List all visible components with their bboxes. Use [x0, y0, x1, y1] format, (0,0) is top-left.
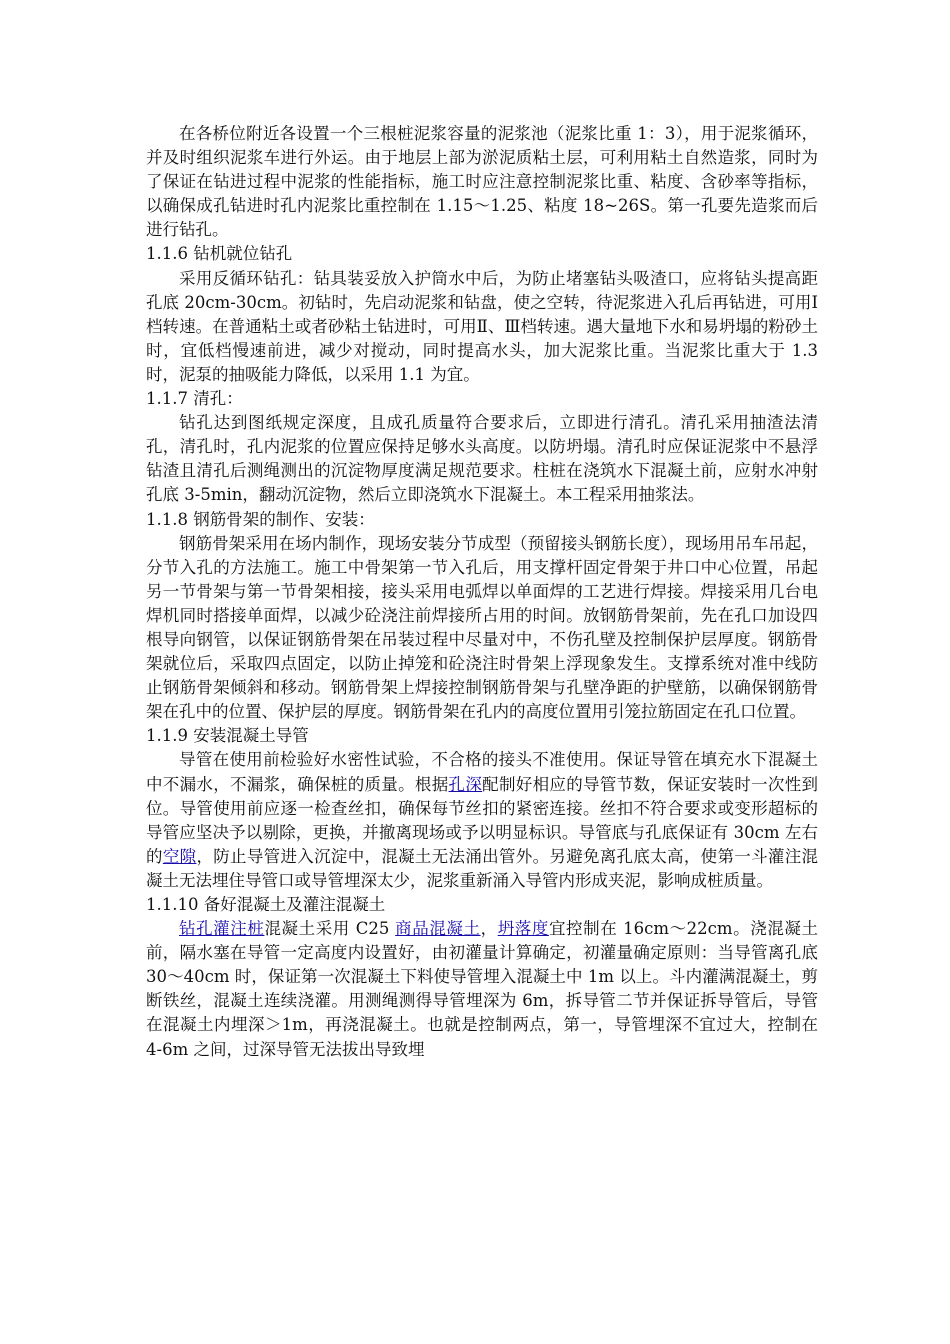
concrete-text-2: ， — [480, 919, 498, 939]
heading-1-1-6: 1.1.6 钻机就位钻孔 — [146, 244, 293, 264]
paragraph-rebar-cage: 钢筋骨架采用在场内制作，现场安装分节成型（预留接头钢筋长度），现场用吊车吊起，分节入孔的方法施工。施工中骨架第一节入孔后，用支撑杆固定骨架于井口中心位置，吊起另一节骨架与第一节骨架相接，接头采用电弧焊以单面焊的工艺进行焊接。焊接采用几台电焊机同时搭接单面焊，以减少砼浇注前焊接所占用的时间。放钢筋骨架前，先在孔口加设四根导向钢管，以保证钢筋骨架在吊装过程中尽量对中，不伤孔壁及控制保护层厚度。钢筋骨架就位后，采取四点固定，以防止掉笼和砼浇注时骨架上浮现象发生。支撑系统对准中线防止钢筋骨架倾斜和移动。钢筋骨架上焊接控制钢筋骨架与孔壁净距的护壁筋，以确保钢筋骨架在孔中的位置、保护层的厚度。钢筋骨架在孔内的高度位置用引笼拉筋固定在孔口位置。 — [146, 533, 818, 722]
link-bored-pile[interactable]: 钻孔灌注桩 — [179, 919, 265, 939]
paragraph-conduit — [146, 748, 818, 893]
concrete-text-1: 混凝土采用 C25 — [264, 919, 396, 939]
paragraph-concrete-pouring — [146, 917, 818, 1062]
paragraph-drilling: 采用反循环钻孔：钻具装妥放入护筒水中后，为防止堵塞钻头吸渣口，应将钻头提高距孔底 20cm-30cm。初钻时，先启动泥浆和钻盘，使之空转，待泥浆进入孔后再钻进，可用Ⅰ档转速。在普通粘土或者砂粘土钻进时，可用Ⅱ、Ⅲ档转速。遇大量地下水和易坍塌的粉砂土时，宜低档慢速前进，减少对搅动，同时提高水头，加大泥浆比重。当泥浆比重大于 1.3 时，泥泵的抽吸能力降低，以采用 1.1 为宜。 — [146, 268, 818, 384]
conduit-text-3: ，防止导管进入沉淀中，混凝土无法涌出管外。另避免离孔底太高，使第一斗灌注混凝土无法埋住导管口或导管埋深太少，泥浆重新涌入导管内形成夹泥，影响成桩质量。 — [146, 846, 819, 890]
heading-1-1-8: 1.1.8 钢筋骨架的制作、安装： — [146, 509, 375, 529]
concrete-text-3: 宜控制在 16cm～22cm。浇混凝土前，隔水塞在导管一定高度内设置好，由初灌量计算确定，初灌量确定原则：当导管离孔底 30～40cm 时，保证第一次混凝土下料使导管埋入混凝土中 1m 以上。斗内灌满混凝土，剪断铁丝，混凝土连续浇灌。用测绳测得导管埋深为 6m，拆导管二节并保证拆导管后，导管在混凝土内埋深＞1m，再浇混凝土。也就是控制两点，第一，导管埋深不宜过大，控制在 4-6m 之间，过深导管无法拔出导致埋 — [146, 919, 819, 1059]
heading-1-1-7: 1.1.7 清孔： — [146, 389, 243, 409]
paragraph-hole-cleaning: 钻孔达到图纸规定深度，且成孔质量符合要求后，立即进行清孔。清孔采用抽渣法清孔，清孔时，孔内泥浆的位置应保持足够水头高度。以防坍塌。清孔时应保证泥浆中不悬浮钻渣且清孔后测绳测出的沉淀物厚度满足规范要求。柱桩在浇筑水下混凝土前，应射水冲射孔底 3-5min，翻动沉淀物，然后立即浇筑水下混凝土。本工程采用抽浆法。 — [146, 413, 818, 505]
heading-1-1-9: 1.1.9 安装混凝土导管 — [146, 726, 309, 746]
link-gap[interactable]: 空隙 — [162, 846, 197, 866]
link-hole-depth[interactable]: 孔深 — [448, 774, 483, 794]
link-slump[interactable]: 坍落度 — [497, 919, 549, 939]
document-body — [146, 122, 818, 1062]
paragraph-mud-pit: 在各桥位附近各设置一个三根桩泥浆容量的泥浆池（泥浆比重 1：3），用于泥浆循环，并及时组织泥浆车进行外运。由于地层上部为淤泥质粘土层，可利用粘土自然造浆，同时为了保证在钻进过程中泥浆的性能指标，施工时应注意控制泥浆比重、粘度、含砂率等指标，以确保成孔钻进时孔内泥浆比重控制在 1.15～1.25、粘度 18~26S。第一孔要先造浆而后进行钻孔。 — [146, 124, 818, 240]
heading-1-1-10: 1.1.10 备好混凝土及灌注混凝土 — [146, 895, 386, 914]
conduit-text-2: 配制好相应的导管节数，保证安装时一次性到位。导管使用前应逐一检查丝扣，确保每节丝扣的紧密连接。丝扣不符合要求或变形超标的导管应坚决予以剔除，更换，并撤离现场或予以明显标识。导管底与孔底保证有 30cm 左右的 — [146, 774, 819, 866]
link-commercial-concrete[interactable]: 商品混凝土 — [395, 919, 481, 939]
conduit-text-1: 导管在使用前检验好水密性试验，不合格的接头不准使用。保证导管在填充水下混凝土中不漏水，不漏浆，确保桩的质量。根据 — [146, 750, 818, 794]
